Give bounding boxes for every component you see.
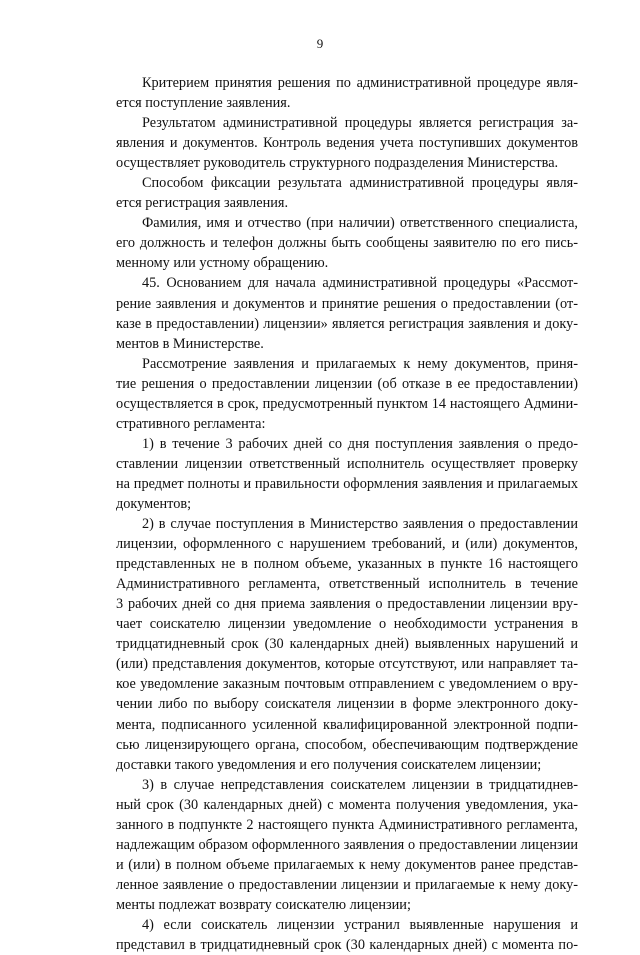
body-text xyxy=(116,73,578,955)
text-line: чении либо по выбору соискателя лицензии в форме электронного доку- xyxy=(116,696,578,713)
text-line: чает соискателю лицензии уведомление о необходимости устранения в xyxy=(116,616,578,633)
text-line: ется поступление заявления. xyxy=(116,95,291,112)
text-line: (или) представления документов, которые отсутствуют, или направляет та- xyxy=(116,656,578,673)
text-line: Критерием принятия решения по административной процедуре явля- xyxy=(142,75,578,91)
text-line: Результатом административной процедуры является регистрация за- xyxy=(142,115,578,132)
text-line: тридцатидневный срок (30 календарных дней) выявленных нарушений и xyxy=(116,636,578,653)
text-line: 45. Основанием для начала административной процедуры «Рассмот- xyxy=(142,275,578,292)
text-line: ментов в Министерстве. xyxy=(116,335,264,352)
text-line: 4) если соискатель лицензии устранил выявленные нарушения и xyxy=(142,916,578,933)
text-line: менному или устному обращению. xyxy=(116,255,329,272)
text-line: явления и документов. Контроль ведения учета поступивших документов xyxy=(116,135,578,152)
text-line: осуществляет руководитель структурного подразделения Министерства. xyxy=(116,155,559,172)
text-line: рение заявления и документов и принятие решения о предоставлении (от- xyxy=(116,295,578,312)
text-line: представил в тридцатидневный срок (30 календарных дней) с момента по- xyxy=(116,937,578,954)
text-line: надлежащим образом оформленного заявления о предоставлении лицензии xyxy=(116,836,578,853)
text-line: доставки такого уведомления и его получения соискателем лицензии; xyxy=(116,756,542,773)
text-line: Фамилия, имя и отчество (при наличии) ответственного специалиста, xyxy=(142,215,578,232)
text-line: сью лицензирующего органа, способом, обеспечивающим подтверждение xyxy=(116,736,578,753)
text-line: стративного регламента: xyxy=(116,415,266,432)
text-line: на предмет полноты и правильности оформления заявления и прилагаемых xyxy=(116,475,578,492)
text-line: Рассмотрение заявления и прилагаемых к нему документов, приня- xyxy=(142,355,578,372)
text-line: казе в предоставлении) лицензии» является регистрация заявления и доку- xyxy=(116,315,578,332)
text-line: осуществляется в срок, предусмотренный пунктом 14 настоящего Админи- xyxy=(116,395,578,412)
text-line: менты подлежат возврату соискателю лицензии; xyxy=(116,896,411,913)
text-line: занного в подпункте 2 настоящего пункта Административного регламента, xyxy=(116,816,578,833)
text-line: 2) в случае поступления в Министерство заявления о предоставлении xyxy=(142,516,578,533)
text-line: 3) в случае непредставления соискателем лицензии в тридцатиднев- xyxy=(142,776,578,793)
text-line: его должность и телефон должны быть сообщены заявителю по его пись- xyxy=(116,235,578,252)
text-line: 3 рабочих дней со дня приема заявления о предоставлении лицензии вру- xyxy=(116,596,578,613)
text-line: документов; xyxy=(116,495,192,512)
text-line: ется регистрация заявления. xyxy=(116,195,289,212)
text-line: тие решения о предоставлении лицензии (об отказе в ее предоставлении) xyxy=(116,375,578,392)
text-line: представленных не в полном объеме, указанных в пункте 16 настоящего xyxy=(116,556,578,573)
page-number: 9 xyxy=(316,36,324,51)
text-line: 1) в течение 3 рабочих дней со дня поступления заявления о предо- xyxy=(142,435,578,452)
text-line: ставлении лицензии ответственный исполнитель осуществляет проверку xyxy=(116,455,578,472)
text-line: Административного регламента, ответственный исполнитель в течение xyxy=(116,576,578,593)
text-line: мента, подписанного усиленной квалифицированной электронной подпи- xyxy=(116,716,578,733)
text-line: Способом фиксации результата административной процедуры явля- xyxy=(142,175,578,192)
text-line: кое уведомление заказным почтовым отправлением с уведомлением о вру- xyxy=(116,676,578,693)
text-line: ный срок (30 календарных дней) с момента получения уведомления, ука- xyxy=(116,796,578,813)
text-line: ленное заявление о предоставлении лицензии и прилагаемые к нему доку- xyxy=(116,876,578,893)
text-line: лицензии, оформленного с нарушением требований, и (или) документов, xyxy=(116,536,578,553)
text-line: и (или) в полном объеме прилагаемых к нему документов ранее представ- xyxy=(116,856,578,873)
